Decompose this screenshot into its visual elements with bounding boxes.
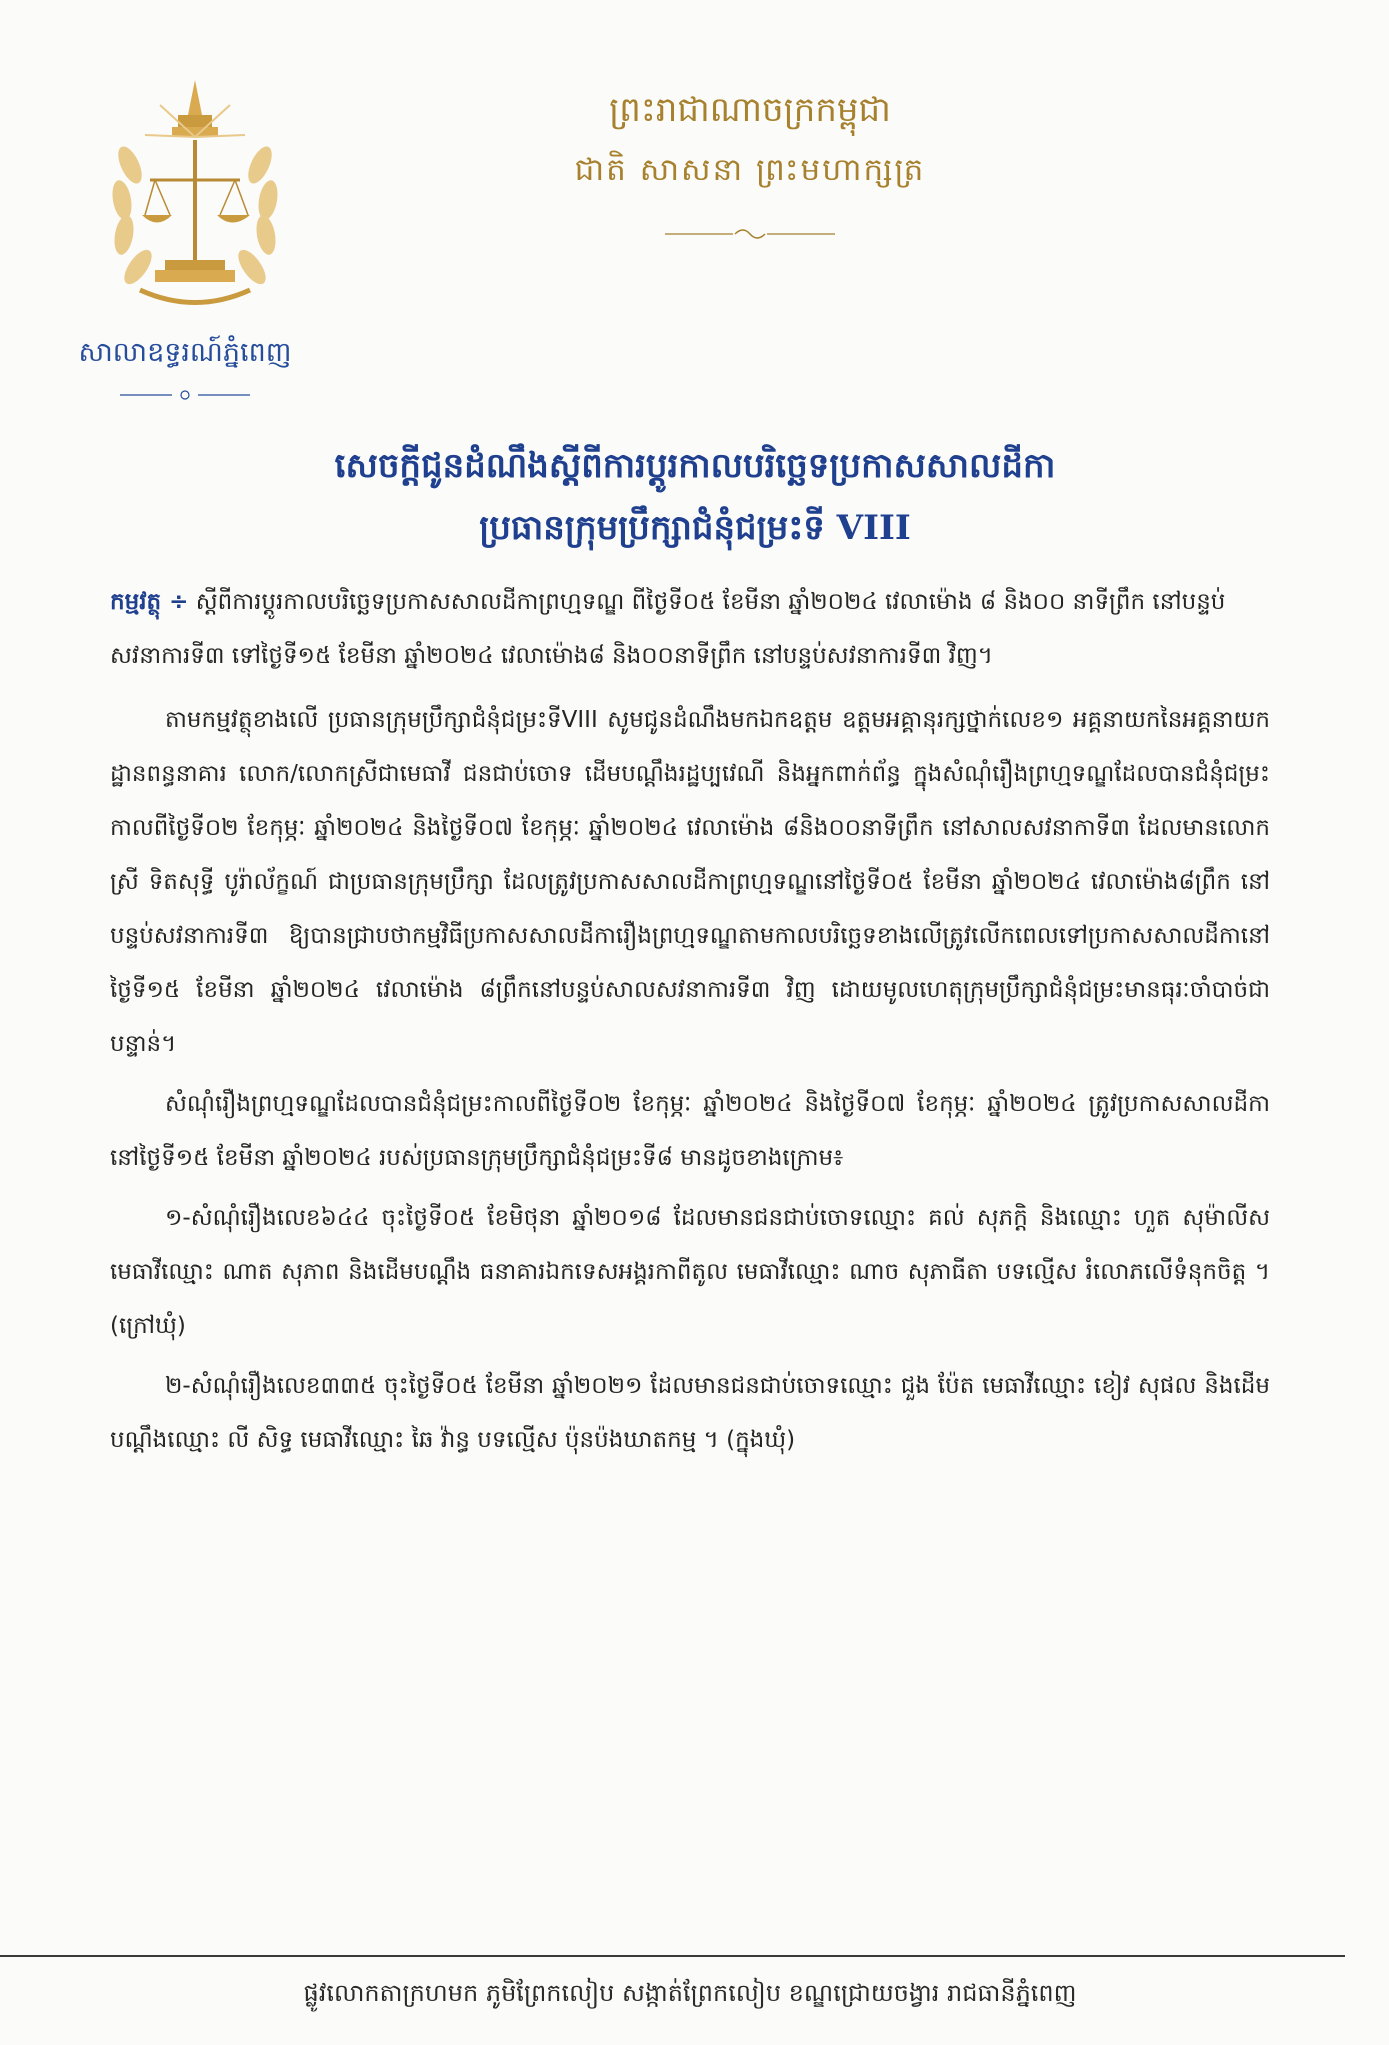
notice-title-line2: ប្រធានក្រុមប្រឹក្សាជំនុំជម្រះទី VIII: [479, 508, 911, 548]
divider-ornament-icon: [120, 388, 250, 402]
kingdom-motto: ជាតិ សាសនា ព្រះមហាក្សត្រ: [574, 152, 926, 188]
divider-ornament-icon: [665, 225, 835, 243]
body-paragraph-2: សំណុំរឿងព្រហ្មទណ្ឌដែលបានជំនុំជម្រះកាលពីថ្ងៃទី០២ ខែកុម្ភៈ ឆ្នាំ២០២៤ និងថ្ងៃទី០៧ ខែកុម្ភៈ ឆ្នាំ២០២៤ ត្រូវប្រកាសសាលដីកានៅថ្ងៃទី១៥ ខែមីនា ឆ្នាំ២០២៤ របស់ប្រធានក្រុមប្រឹក្សាជំនុំជម្រះទី៨ មានដូចខាងក្រោម៖: [110, 1091, 1270, 1171]
case-item-1: ១-សំណុំរឿងលេខ៦៤៤ ចុះថ្ងៃទី០៥ ខែមិថុនា ឆ្នាំ២០១៨ ដែលមានជនជាប់ចោទឈ្មោះ គល់ សុភក្តិ និងឈ្មោះ ហួត សុម៉ាលីស មេធាវីឈ្មោះ ណាត សុភាព និងដើមបណ្តឹង ធនាគារឯកទេសអង្គរកាពីតូល មេធាវីឈ្មោះ ណាច សុភាធីតា បទល្មើស រំលោភលើទំនុកចិត្ត ។ (ក្រៅឃុំ): [110, 1205, 1270, 1339]
court-emblem-icon: [100, 75, 290, 320]
subject-paragraph: [110, 575, 1270, 683]
subject-label: កម្មវត្ថុ ÷: [110, 589, 189, 615]
footer-address: ផ្លូវលោកតាក្រហមក ភូមិព្រែកលៀប សង្កាត់ព្រែកលៀប ខណ្ឌជ្រោយចង្វារ រាជធានីភ្នំពេញ: [303, 1979, 1077, 2007]
footer-divider: [0, 1955, 1345, 1957]
case-item-2: ២-សំណុំរឿងលេខ៣៣៥ ចុះថ្ងៃទី០៥ ខែមីនា ឆ្នាំ២០២១ ដែលមានជនជាប់ចោទឈ្មោះ ជួង ប៉ែត មេធាវីឈ្មោះ ខៀវ សុផល និងដើមបណ្តឹងឈ្មោះ លី សិទ្ធ មេធាវីឈ្មោះ ឆៃ វ៉ាន្ធ បទល្មើស ប៉ុនប៉ងឃាតកម្ម ។ (ក្នុងឃុំ): [110, 1373, 1270, 1453]
notice-body: [110, 575, 1270, 1473]
body-paragraph-1: តាមកម្មវត្ថុខាងលើ ប្រធានក្រុមប្រឹក្សាជំនុំជម្រះទីVIII សូមជូនដំណឹងមកឯកឧត្តម ឧត្តមអគ្គានុរក្សថ្នាក់លេខ១ អគ្គនាយកនៃអគ្គនាយកដ្ឋានពន្ធនាគារ លោក/លោកស្រីជាមេធាវី ជនជាប់ចោទ ដើមបណ្តឹងរដ្ឋប្បវេណី និងអ្នកពាក់ព័ន្ធ ក្នុងសំណុំរឿងព្រហ្មទណ្ឌដែលបានជំនុំជម្រះកាលពីថ្ងៃទី០២ ខែកុម្ភៈ ឆ្នាំ២០២៤ និងថ្ងៃទី០៧ ខែកុម្ភៈ ឆ្នាំ២០២៤ វេលាម៉ោង ៨និង០០នាទីព្រឹក នៅសាលសវនាកាទី៣ ដែលមានលោកស្រី ទិតសុទ្ធី បូរ៉ាល័ក្ខណ៍ ជាប្រធានក្រុមប្រឹក្សា ដែលត្រូវប្រកាសសាលដីកាព្រហ្មទណ្ឌនៅថ្ងៃទី០៥ ខែមីនា ឆ្នាំ២០២៤ វេលាម៉ោង៨ព្រឹក នៅបន្ទប់សវនាការទី៣ ឱ្យបានជ្រាបថាកម្មវិធីប្រកាសសាលដីការឿងព្រហ្មទណ្ឌតាមកាលបរិច្ឆេទខាងលើត្រូវលើកពេលទៅប្រកាសសាលដីកានៅថ្ងៃទី១៥ ខែមីនា ឆ្នាំ២០២៤ វេលាម៉ោង ៨ព្រឹកនៅបន្ទប់សាលសវនាការទី៣ វិញ ដោយមូលហេតុក្រុមប្រឹក្សាជំនុំជម្រះមានធុរៈចាំបាច់ជាបន្ទាន់។: [110, 707, 1270, 1057]
notice-title: [140, 435, 1250, 559]
subject-text: ស្តីពីការប្តូរកាលបរិច្ឆេទប្រកាសសាលដីកាព្រហ្មទណ្ឌ ពីថ្ងៃទី០៥ ខែមីនា ឆ្នាំ២០២៤ វេលាម៉ោង ៨ និង០០ នាទីព្រឹក នៅបន្ទប់សវនាការទី៣ ទៅថ្ងៃទី១៥ ខែមីនា ឆ្នាំ២០២៤ វេលាម៉ោង៨ និង០០នាទីព្រឹក នៅបន្ទប់សវនាការទី៣ វិញ។: [110, 589, 1226, 669]
court-name: សាលាឧទ្ធរណ៍ភ្នំពេញ: [78, 337, 292, 368]
kingdom-heading: [520, 80, 980, 200]
notice-title-line1: សេចក្តីជូនដំណឹងស្តីពីការប្តូរកាលបរិច្ឆេទប្រកាសសាលដីកា: [334, 446, 1056, 486]
kingdom-title: ព្រះរាជាណាចក្រកម្ពុជា: [609, 90, 891, 130]
